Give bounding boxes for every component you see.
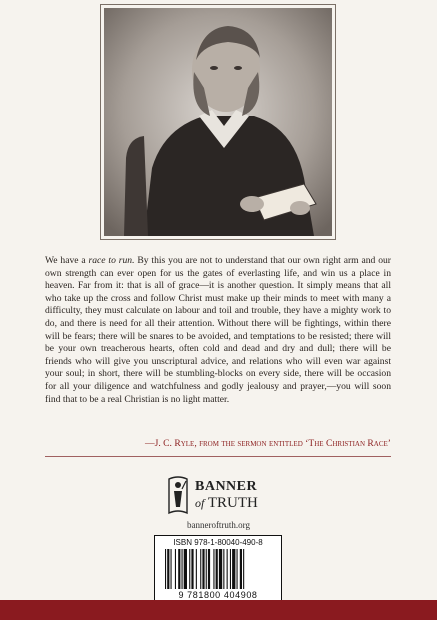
barcode-number: 9 781800 404908 xyxy=(178,590,258,600)
divider-rule xyxy=(45,456,391,457)
publisher-url: banneroftruth.org xyxy=(186,520,251,530)
footer-color-band xyxy=(0,600,437,620)
barcode-bars xyxy=(165,549,273,589)
publisher-line2 xyxy=(195,495,258,511)
publisher-logo xyxy=(165,472,275,518)
isbn-barcode xyxy=(154,535,282,601)
portrait-engraving-image xyxy=(104,8,332,236)
attribution-text: —J. C. Ryle, from the sermon entitled ‘The Christian Race’ xyxy=(145,438,391,449)
publisher-name xyxy=(195,479,258,511)
quote-text xyxy=(45,255,391,406)
author-portrait xyxy=(100,4,336,240)
quote-emphasis: race to run. xyxy=(88,255,135,266)
quote-body: By this you are not to understand that our own right arm and our own strength can ever open for us the gates of everlasting life, and win us a place in heaven. Far from it: that is all of grace—it is another question. It simply means that all who take up the cross and follow Christ must make up their minds to meet with many a difficulty, they must calculate on labour and toil and trouble, they have a mighty work to do, and there is need for all their attention. Without there will be fightings, within there will be fears; there will be snares to be avoided, and temptations to be resisted; there will be your own treacherous hearts, often cold and dead and dry and dull; there will be friends who will give you unscriptural advice, and relations who will even war against your soul; in short, there will be stumbling-blocks on every side, there will be occasion for all your diligence and watchfulness and godly jealousy and prayer,—you will soon find that to be a real Christian is no light matter. xyxy=(45,255,391,405)
isbn-label: ISBN 978-1-80040-490-8 xyxy=(173,538,263,547)
publisher-truth: TRUTH xyxy=(204,495,258,511)
quote-intro: We have a xyxy=(45,255,89,266)
publisher-of: of xyxy=(195,496,205,510)
banner-figure-icon xyxy=(165,473,191,517)
publisher-line1: BANNER xyxy=(195,479,258,494)
quote-attribution xyxy=(45,438,391,449)
